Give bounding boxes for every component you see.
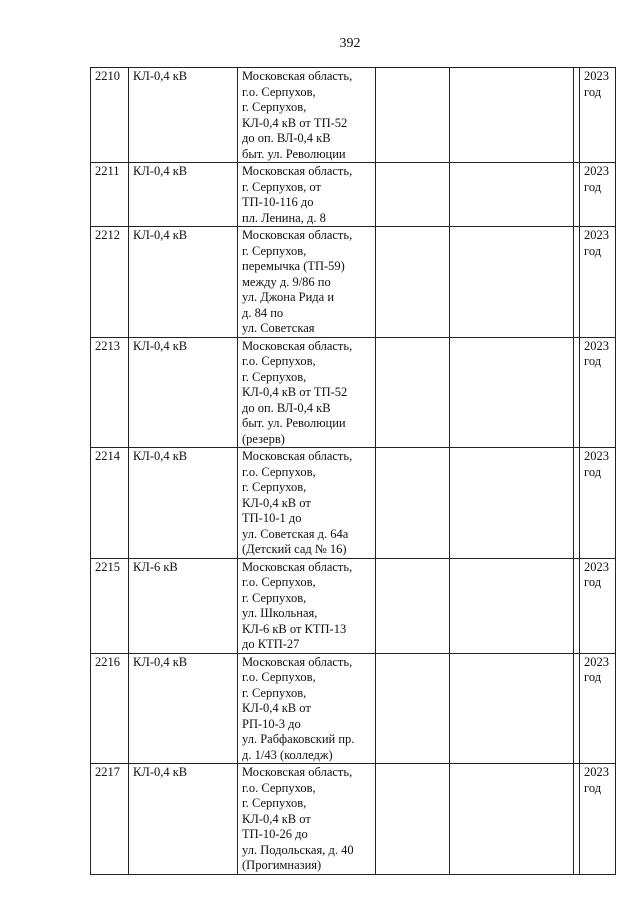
empty-cell xyxy=(376,764,450,875)
empty-cell xyxy=(450,448,574,559)
object-type: КЛ-0,4 кВ xyxy=(129,337,238,448)
object-address: Московская область, г.о. Серпухов, г. Серпухов, КЛ-0,4 кВ от ТП-52 до оп. ВЛ-0,4 кВ быт. ул. Революции xyxy=(238,68,376,163)
empty-cell xyxy=(376,558,450,653)
empty-cell xyxy=(450,227,574,338)
year-cell: 2023 год xyxy=(580,448,616,559)
empty-cell xyxy=(450,337,574,448)
row-number: 2213 xyxy=(91,337,129,448)
year-cell: 2023 год xyxy=(580,653,616,764)
row-number: 2215 xyxy=(91,558,129,653)
table-row xyxy=(91,227,616,338)
object-type: КЛ-0,4 кВ xyxy=(129,163,238,227)
object-type: КЛ-0,4 кВ xyxy=(129,448,238,559)
year-cell: 2023 год xyxy=(580,163,616,227)
object-address: Московская область, г.о. Серпухов, г. Серпухов, КЛ-0,4 кВ от ТП-52 до оп. ВЛ-0,4 кВ быт. ул. Революции (резерв) xyxy=(238,337,376,448)
object-address: Московская область, г. Серпухов, от ТП-10-116 до пл. Ленина, д. 8 xyxy=(238,163,376,227)
empty-cell xyxy=(450,764,574,875)
table-row xyxy=(91,448,616,559)
table-row xyxy=(91,337,616,448)
object-address: Московская область, г.о. Серпухов, г. Серпухов, КЛ-0,4 кВ от ТП-10-1 до ул. Советская д. 64а (Детский сад № 16) xyxy=(238,448,376,559)
year-cell: 2023 год xyxy=(580,337,616,448)
empty-cell xyxy=(376,337,450,448)
registry-table xyxy=(90,67,616,875)
object-type: КЛ-0,4 кВ xyxy=(129,68,238,163)
year-cell: 2023 год xyxy=(580,68,616,163)
row-number: 2216 xyxy=(91,653,129,764)
row-number: 2212 xyxy=(91,227,129,338)
table-row xyxy=(91,68,616,163)
object-type: КЛ-0,4 кВ xyxy=(129,227,238,338)
empty-cell xyxy=(376,163,450,227)
table-row xyxy=(91,764,616,875)
object-address: Московская область, г.о. Серпухов, г. Серпухов, ул. Школьная, КЛ-6 кВ от КТП-13 до КТП-27 xyxy=(238,558,376,653)
empty-cell xyxy=(450,68,574,163)
empty-cell xyxy=(376,68,450,163)
table-row xyxy=(91,163,616,227)
row-number: 2210 xyxy=(91,68,129,163)
empty-cell xyxy=(450,163,574,227)
year-cell: 2023 год xyxy=(580,558,616,653)
object-address: Московская область, г. Серпухов, перемычка (ТП-59) между д. 9/86 по ул. Джона Рида и д. 84 по ул. Советская xyxy=(238,227,376,338)
page-number: 392 xyxy=(339,36,361,51)
object-type: КЛ-0,4 кВ xyxy=(129,653,238,764)
object-type: КЛ-6 кВ xyxy=(129,558,238,653)
object-address: Московская область, г.о. Серпухов, г. Серпухов, КЛ-0,4 кВ от РП-10-3 до ул. Рабфаковский пр. д. 1/43 (колледж) xyxy=(238,653,376,764)
year-cell: 2023 год xyxy=(580,227,616,338)
table-row xyxy=(91,653,616,764)
empty-cell xyxy=(376,448,450,559)
table-row xyxy=(91,558,616,653)
empty-cell xyxy=(376,653,450,764)
row-number: 2211 xyxy=(91,163,129,227)
row-number: 2217 xyxy=(91,764,129,875)
empty-cell xyxy=(376,227,450,338)
row-number: 2214 xyxy=(91,448,129,559)
object-address: Московская область, г.о. Серпухов, г. Серпухов, КЛ-0,4 кВ от ТП-10-26 до ул. Подольская, д. 40 (Прогимназия) xyxy=(238,764,376,875)
empty-cell xyxy=(450,653,574,764)
empty-cell xyxy=(450,558,574,653)
object-type: КЛ-0,4 кВ xyxy=(129,764,238,875)
year-cell: 2023 год xyxy=(580,764,616,875)
